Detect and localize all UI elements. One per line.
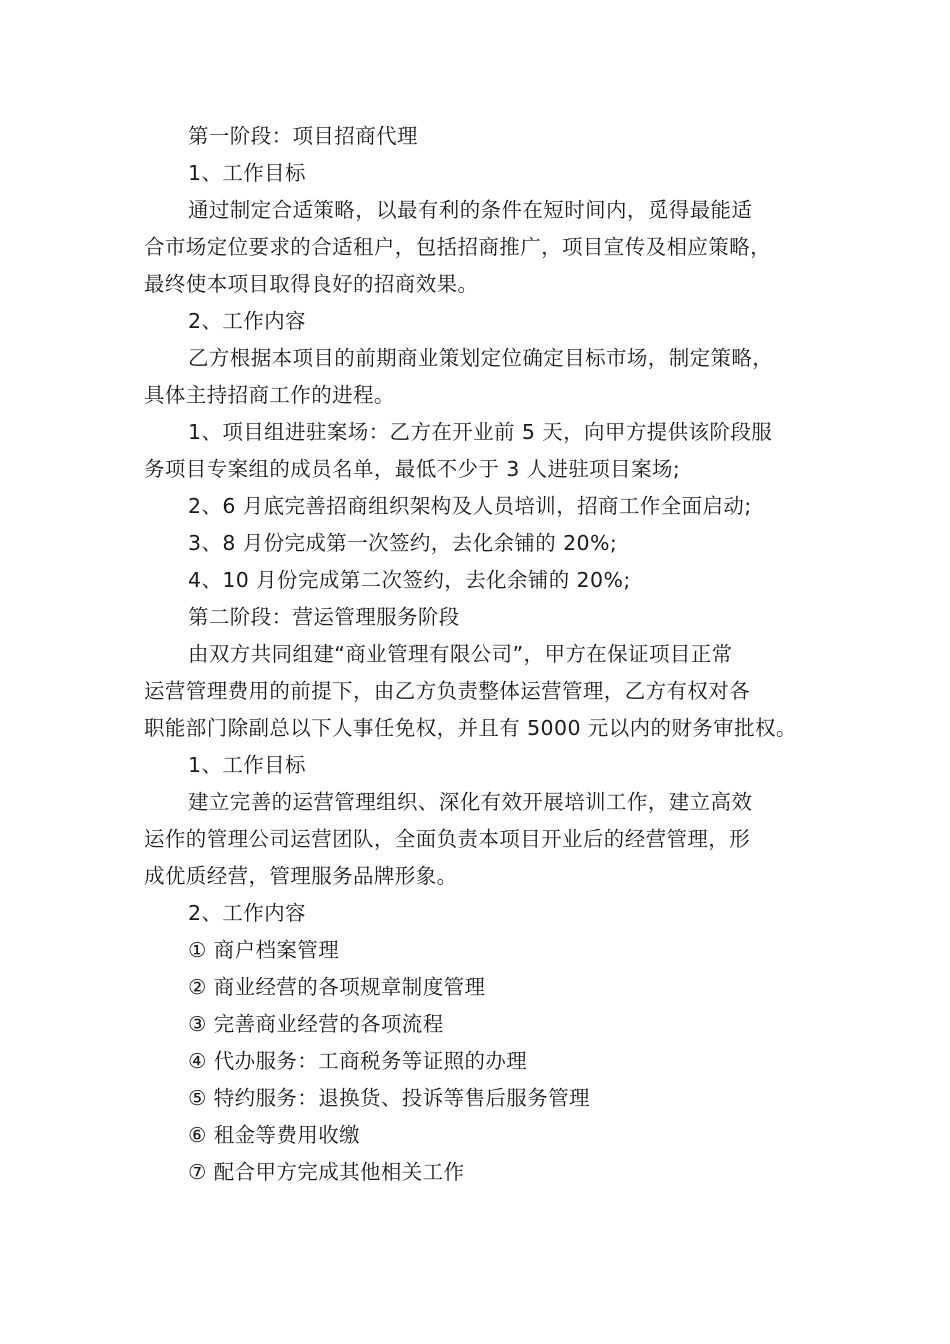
text-line: ④ 代办服务：工商税务等证照的办理 bbox=[188, 1049, 528, 1073]
text-line: 运作的管理公司运营团队，全面负责本项目开业后的经营管理，形 bbox=[144, 827, 751, 851]
paragraph bbox=[144, 636, 824, 747]
text-line: 3、8 月份完成第一次签约，去化余铺的 20%; bbox=[188, 531, 618, 555]
paragraph bbox=[144, 895, 824, 932]
paragraph bbox=[144, 599, 824, 636]
paragraph bbox=[144, 192, 824, 303]
text-line: 职能部门除副总以下人事任免权，并且有 5000 元以内的财务审批权。 bbox=[144, 716, 797, 740]
paragraph bbox=[144, 488, 824, 525]
text-line: 成优质经营，管理服务品牌形象。 bbox=[144, 864, 458, 888]
text-line: 具体主持招商工作的进程。 bbox=[144, 383, 395, 407]
paragraph bbox=[144, 414, 824, 488]
paragraph bbox=[144, 155, 824, 192]
paragraph bbox=[144, 932, 824, 969]
text-line: 运营管理费用的前提下，由乙方负责整体运营管理，乙方有权对各 bbox=[144, 679, 751, 703]
paragraph bbox=[144, 1006, 824, 1043]
text-line: 1、项目组进驻案场：乙方在开业前 5 天，向甲方提供该阶段服 bbox=[188, 420, 773, 444]
paragraph bbox=[144, 747, 824, 784]
paragraph bbox=[144, 1080, 824, 1117]
text-line: ① 商户档案管理 bbox=[188, 938, 340, 962]
text-line: 2、6 月底完善招商组织架构及人员培训，招商工作全面启动; bbox=[188, 494, 752, 518]
text-line: ③ 完善商业经营的各项流程 bbox=[188, 1012, 444, 1036]
text-line: ② 商业经营的各项规章制度管理 bbox=[188, 975, 486, 999]
text-line: 1、工作目标 bbox=[188, 753, 306, 777]
text-line: 2、工作内容 bbox=[188, 309, 306, 333]
paragraph bbox=[144, 1154, 824, 1191]
text-line: ⑤ 特约服务：退换货、投诉等售后服务管理 bbox=[188, 1086, 590, 1110]
text-line: 乙方根据本项目的前期商业策划定位确定目标市场，制定策略， bbox=[188, 346, 774, 370]
paragraph bbox=[144, 1117, 824, 1154]
document-body bbox=[144, 118, 824, 1191]
text-line: 最终使本项目取得良好的招商效果。 bbox=[144, 272, 479, 296]
text-line: 第二阶段：营运管理服务阶段 bbox=[188, 605, 460, 629]
paragraph bbox=[144, 562, 824, 599]
text-line: 由双方共同组建“商业管理有限公司”，甲方在保证项目正常 bbox=[188, 642, 733, 666]
paragraph bbox=[144, 969, 824, 1006]
text-line: 合市场定位要求的合适租户，包括招商推广，项目宣传及相应策略， bbox=[144, 235, 771, 259]
text-line: 务项目专案组的成员名单，最低不少于 3 人进驻项目案场; bbox=[144, 457, 681, 481]
text-line: 通过制定合适策略，以最有利的条件在短时间内，觅得最能适 bbox=[188, 198, 753, 222]
paragraph bbox=[144, 525, 824, 562]
paragraph bbox=[144, 784, 824, 895]
text-line: 第一阶段：项目招商代理 bbox=[188, 124, 418, 148]
text-line: 4、10 月份完成第二次签约，去化余铺的 20%; bbox=[188, 568, 631, 592]
text-line: ⑥ 租金等费用收缴 bbox=[188, 1123, 360, 1147]
paragraph bbox=[144, 340, 824, 414]
text-line: 2、工作内容 bbox=[188, 901, 306, 925]
text-line: ⑦ 配合甲方完成其他相关工作 bbox=[188, 1160, 465, 1184]
paragraph bbox=[144, 118, 824, 155]
text-line: 1、工作目标 bbox=[188, 161, 306, 185]
text-line: 建立完善的运营管理组织、深化有效开展培训工作，建立高效 bbox=[188, 790, 753, 814]
paragraph bbox=[144, 303, 824, 340]
paragraph bbox=[144, 1043, 824, 1080]
